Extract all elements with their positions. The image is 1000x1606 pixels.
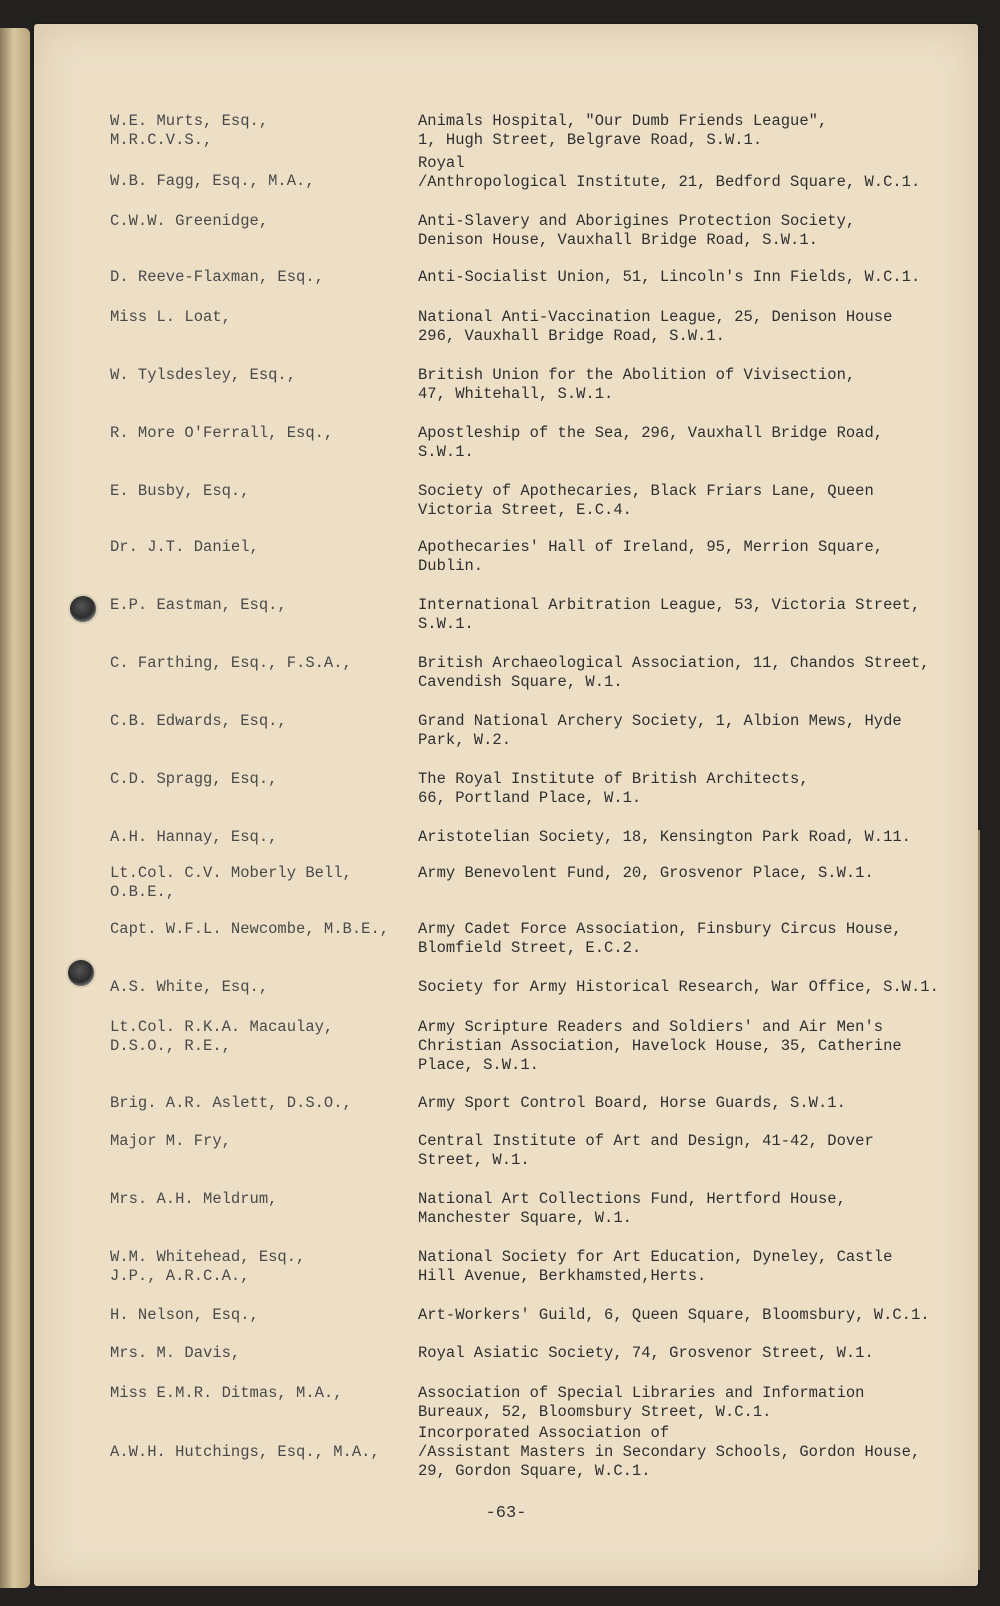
entry-organisation: National Art Collections Fund, Hertford House, Manchester Square, W.1.: [418, 1190, 846, 1227]
entry-organisation: British Archaeological Association, 11, Chandos Street, Cavendish Square, W.1.: [418, 654, 930, 691]
entry-organisation: Aristotelian Society, 18, Kensington Park Road, W.11.: [418, 828, 911, 846]
entry-name: A.H. Hannay, Esq.,: [110, 828, 278, 846]
entry-organisation: Army Cadet Force Association, Finsbury Circus House, Blomfield Street, E.C.2.: [418, 920, 902, 957]
entry-organisation: Association of Special Libraries and Information Bureaux, 52, Bloomsbury Street, W.C.1.: [418, 1384, 865, 1421]
entry-name: A.W.H. Hutchings, Esq., M.A.,: [110, 1443, 380, 1461]
entry-organisation: Anti-Socialist Union, 51, Lincoln's Inn Fields, W.C.1.: [418, 268, 921, 286]
entry-name: C.B. Edwards, Esq.,: [110, 712, 287, 730]
entry-organisation: Society of Apothecaries, Black Friars Lane, Queen Victoria Street, E.C.4.: [418, 482, 874, 519]
entry-organisation: Incorporated Association of /Assistant Masters in Secondary Schools, Gordon House, 29, Gordon Square, W.C.1.: [418, 1424, 921, 1480]
entry-organisation: Army Benevolent Fund, 20, Grosvenor Place, S.W.1.: [418, 864, 874, 882]
entry-organisation: Apothecaries' Hall of Ireland, 95, Merrion Square, Dublin.: [418, 538, 884, 575]
entry-organisation: National Society for Art Education, Dyneley, Castle Hill Avenue, Berkhamsted,Herts.: [418, 1248, 893, 1285]
document-page: [34, 24, 978, 1586]
entry-organisation: Animals Hospital, "Our Dumb Friends League", 1, Hugh Street, Belgrave Road, S.W.1.: [418, 112, 828, 149]
entry-name: Major M. Fry,: [110, 1132, 231, 1150]
entry-name: E. Busby, Esq.,: [110, 482, 250, 500]
entry-organisation: Army Sport Control Board, Horse Guards, S.W.1.: [418, 1094, 846, 1112]
entry-organisation: British Union for the Abolition of Vivisection, 47, Whitehall, S.W.1.: [418, 366, 856, 403]
entry-organisation: Royal /Anthropological Institute, 21, Bedford Square, W.C.1.: [418, 154, 921, 191]
punch-hole-icon: [66, 958, 96, 988]
entry-name: Mrs. M. Davis,: [110, 1344, 241, 1362]
entry-name: W.E. Murts, Esq., M.R.C.V.S.,: [110, 112, 269, 149]
entry-name: W. Tylsdesley, Esq.,: [110, 366, 297, 384]
entry-name: Brig. A.R. Aslett, D.S.O.,: [110, 1094, 352, 1112]
entry-organisation: Apostleship of the Sea, 296, Vauxhall Bridge Road, S.W.1.: [418, 424, 884, 461]
entry-organisation: Society for Army Historical Research, War Office, S.W.1.: [418, 978, 939, 996]
entry-name: E.P. Eastman, Esq.,: [110, 596, 287, 614]
entry-name: Lt.Col. R.K.A. Macaulay, D.S.O., R.E.,: [110, 1018, 334, 1055]
entry-organisation: Army Scripture Readers and Soldiers' and Air Men's Christian Association, Havelock House, 35, Catherine Place, S.W.1.: [418, 1018, 902, 1074]
entry-organisation: International Arbitration League, 53, Victoria Street, S.W.1.: [418, 596, 921, 633]
entry-organisation: National Anti-Vaccination League, 25, Denison House 296, Vauxhall Bridge Road, S.W.1.: [418, 308, 893, 345]
entry-name: H. Nelson, Esq.,: [110, 1306, 259, 1324]
entry-organisation: The Royal Institute of British Architects, 66, Portland Place, W.1.: [418, 770, 809, 807]
entry-name: R. More O'Ferrall, Esq.,: [110, 424, 334, 442]
book-spine: [0, 28, 30, 1588]
entry-name: Capt. W.F.L. Newcombe, M.B.E.,: [110, 920, 390, 938]
entry-name: C. Farthing, Esq., F.S.A.,: [110, 654, 352, 672]
entry-organisation: Art-Workers' Guild, 6, Queen Square, Bloomsbury, W.C.1.: [418, 1306, 930, 1324]
entry-name: Lt.Col. C.V. Moberly Bell, O.B.E.,: [110, 864, 352, 901]
entry-name: Miss E.M.R. Ditmas, M.A.,: [110, 1384, 343, 1402]
entry-name: D. Reeve-Flaxman, Esq.,: [110, 268, 324, 286]
page-number: -63-: [485, 1504, 527, 1523]
entry-organisation: Royal Asiatic Society, 74, Grosvenor Street, W.1.: [418, 1344, 874, 1362]
entry-name: A.S. White, Esq.,: [110, 978, 269, 996]
entry-name: C.D. Spragg, Esq.,: [110, 770, 278, 788]
entry-name: Mrs. A.H. Meldrum,: [110, 1190, 278, 1208]
entry-name: W.M. Whitehead, Esq., J.P., A.R.C.A.,: [110, 1248, 306, 1285]
entry-name: W.B. Fagg, Esq., M.A.,: [110, 172, 315, 190]
entry-name: Miss L. Loat,: [110, 308, 231, 326]
entry-organisation: Grand National Archery Society, 1, Albion Mews, Hyde Park, W.2.: [418, 712, 902, 749]
entry-organisation: Central Institute of Art and Design, 41-42, Dover Street, W.1.: [418, 1132, 874, 1169]
entry-organisation: Anti-Slavery and Aborigines Protection Society, Denison House, Vauxhall Bridge Road, S.W.1.: [418, 212, 856, 249]
punch-hole-icon: [68, 594, 98, 624]
entry-name: Dr. J.T. Daniel,: [110, 538, 259, 556]
entry-name: C.W.W. Greenidge,: [110, 212, 269, 230]
